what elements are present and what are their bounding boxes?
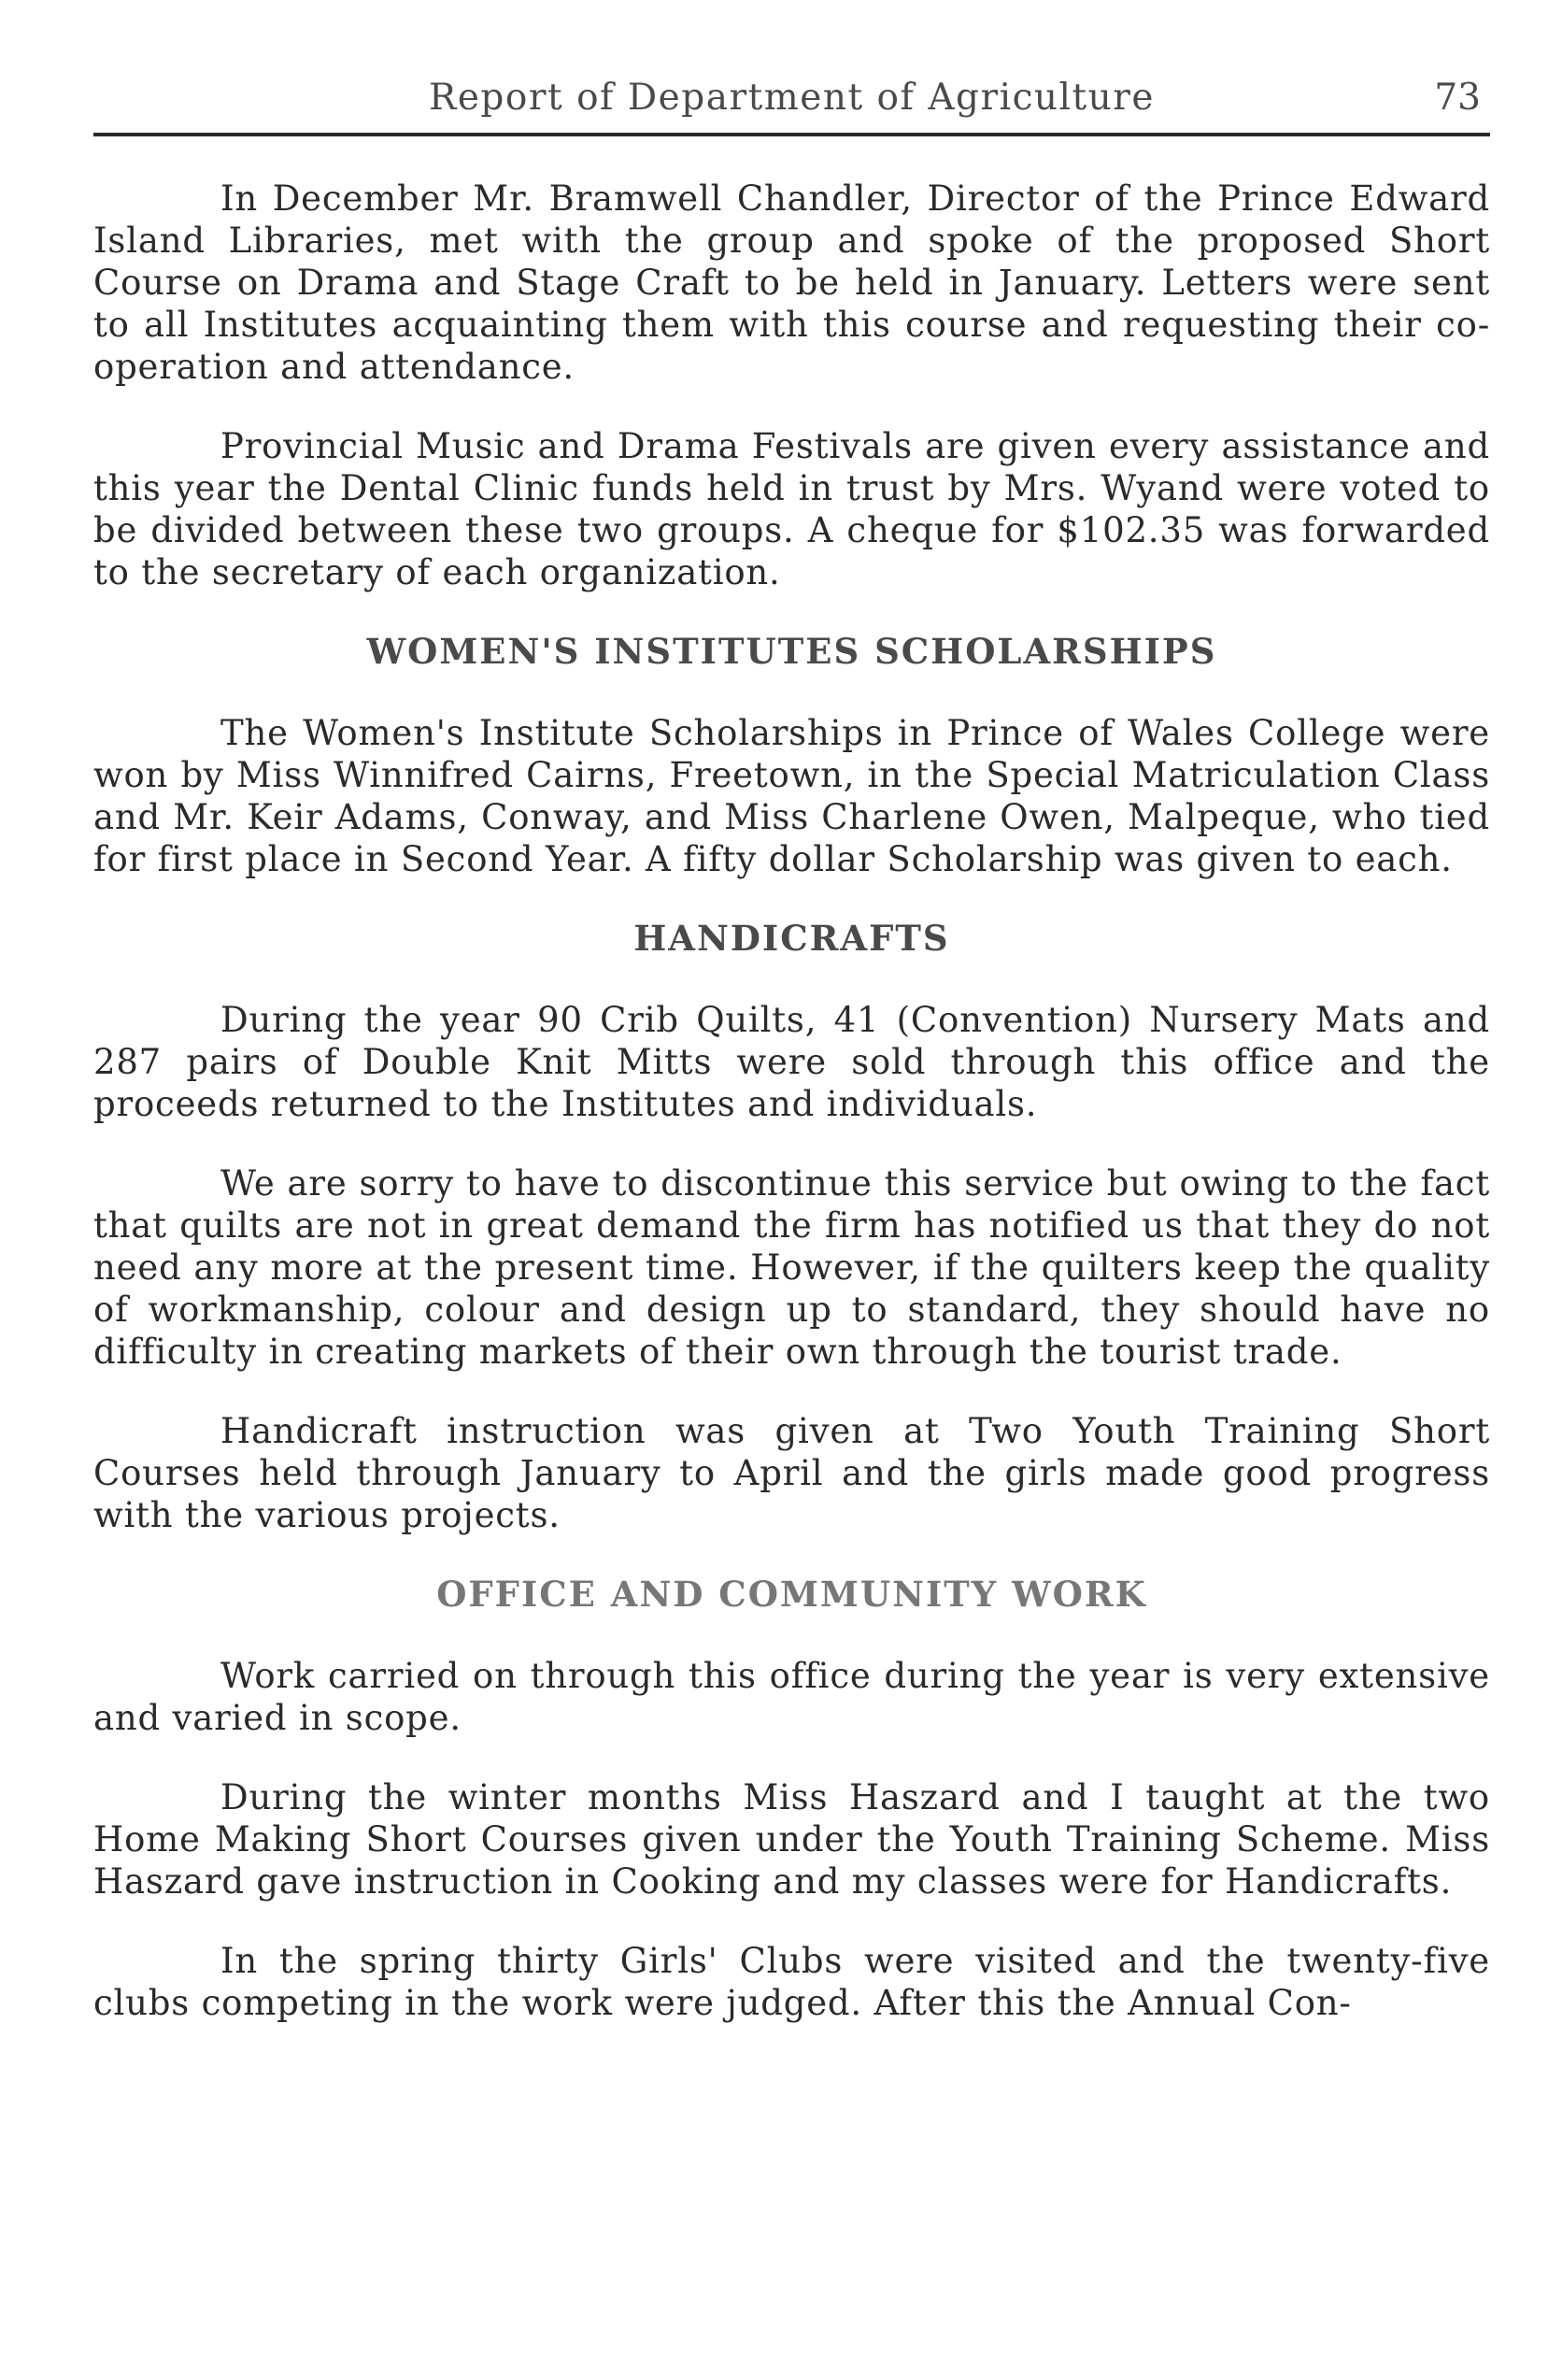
- paragraph-discontinue-service: We are sorry to have to discontinue this service but owing to the fact that quilts are not in great demand the firm has notified us that they do not need any more at the present time. However, if the quilters keep the quality of workmanship, colour and design up to standard, they should have no difficulty in creating markets of their own through the tourist trade.: [93, 1163, 1490, 1372]
- paragraph-office-work: Work carried on through this office during the year is very extensive and varied in scope.: [93, 1656, 1490, 1738]
- header-rule: [93, 133, 1490, 136]
- running-header: [93, 65, 1490, 121]
- paragraph-winter-courses: During the winter months Miss Haszard and I taught at the two Home Making Short Courses given under the Youth Training Scheme. Miss Haszard gave instruction in Cooking and my classes were for Handicrafts.: [93, 1777, 1490, 1902]
- paragraph-handicrafts-sales: During the year 90 Crib Quilts, 41 (Convention) Nursery Mats and 287 pairs of Double Knit Mitts were sold through this office and the proceeds returned to the Institutes and individuals.: [93, 1000, 1490, 1124]
- paragraph-girls-clubs: In the spring thirty Girls' Clubs were visited and the twenty-five clubs competing in the work were judged. After this the Annual Con-: [93, 1941, 1490, 2023]
- paragraph-short-course-drama: In December Mr. Bramwell Chandler, Director of the Prince Edward Island Libraries, met with the group and spoke of the proposed Short Course on Drama and Stage Craft to be held in January. Letters were sent to all Institutes acquainting them with this course and requesting their co-operation and attendance.: [93, 178, 1490, 387]
- running-title: Report of Department of Agriculture: [428, 77, 1156, 119]
- section-heading-scholarships: WOMEN'S INSTITUTES SCHOLARSHIPS: [366, 631, 1217, 672]
- paragraph-music-drama-festivals: Provincial Music and Drama Festivals are given every assistance and this year the Dental Clinic funds held in trust by Mrs. Wyand were voted to be divided between these two groups. A cheque for $102.35 was forwarded to the secretary of each organization.: [93, 426, 1490, 592]
- section-heading-handicrafts: HANDICRAFTS: [633, 918, 950, 959]
- paragraph-handicraft-instruction: Handicraft instruction was given at Two Youth Training Short Courses held through January to April and the girls made good progress with the various projects.: [93, 1411, 1490, 1535]
- section-heading-office-community-work: OFFICE AND COMMUNITY WORK: [436, 1574, 1147, 1615]
- body-text: [93, 178, 1490, 2061]
- paragraph-scholarships: The Women's Institute Scholarships in Prince of Wales College were won by Miss Winnifred Cairns, Freetown, in the Special Matriculation Class and Mr. Keir Adams, Conway, and Miss Charlene Owen, Malpeque, who tied for first place in Second Year. A fifty dollar Scholarship was given to each.: [93, 713, 1490, 879]
- page-number: 73: [1434, 77, 1481, 119]
